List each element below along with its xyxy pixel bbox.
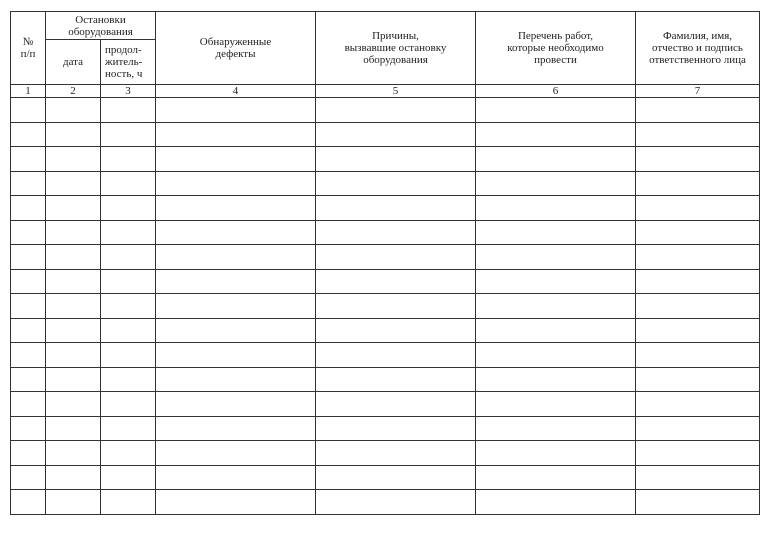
table-cell[interactable] bbox=[316, 147, 476, 172]
table-cell[interactable] bbox=[316, 343, 476, 368]
table-cell[interactable] bbox=[101, 220, 156, 245]
column-number: 3 bbox=[101, 85, 156, 98]
table-cell[interactable] bbox=[636, 269, 760, 294]
table-cell[interactable] bbox=[11, 367, 46, 392]
table-cell[interactable] bbox=[316, 441, 476, 466]
table-cell[interactable] bbox=[46, 318, 101, 343]
table-cell[interactable] bbox=[101, 318, 156, 343]
table-cell[interactable] bbox=[476, 318, 636, 343]
table-cell[interactable] bbox=[316, 196, 476, 221]
table-cell[interactable] bbox=[11, 196, 46, 221]
table-row bbox=[11, 416, 760, 441]
header-required-works: Перечень работ, которые необходимо провести bbox=[476, 12, 636, 85]
table-cell[interactable] bbox=[11, 245, 46, 270]
table-cell[interactable] bbox=[636, 416, 760, 441]
table-row bbox=[11, 220, 760, 245]
table-cell[interactable] bbox=[46, 269, 101, 294]
table-cell[interactable] bbox=[46, 490, 101, 515]
table-cell[interactable] bbox=[11, 441, 46, 466]
journal-form bbox=[10, 11, 760, 515]
table-row bbox=[11, 490, 760, 515]
header-detected-defects: Обнаруженные дефекты bbox=[156, 12, 316, 85]
table-cell[interactable] bbox=[46, 465, 101, 490]
table-cell[interactable] bbox=[46, 122, 101, 147]
table-cell[interactable] bbox=[11, 465, 46, 490]
table-cell[interactable] bbox=[101, 171, 156, 196]
table-row bbox=[11, 294, 760, 319]
table-row bbox=[11, 441, 760, 466]
table-cell[interactable] bbox=[476, 147, 636, 172]
table-cell[interactable] bbox=[476, 171, 636, 196]
table-cell[interactable] bbox=[156, 294, 316, 319]
table-cell[interactable] bbox=[476, 367, 636, 392]
table-cell[interactable] bbox=[46, 343, 101, 368]
table-cell[interactable] bbox=[316, 416, 476, 441]
table-cell[interactable] bbox=[46, 196, 101, 221]
header-duration: продол- житель- ность, ч bbox=[101, 40, 156, 85]
table-cell[interactable] bbox=[11, 490, 46, 515]
table-cell[interactable] bbox=[156, 245, 316, 270]
table-cell[interactable] bbox=[636, 441, 760, 466]
table-cell[interactable] bbox=[316, 465, 476, 490]
table-cell[interactable] bbox=[476, 441, 636, 466]
table-cell[interactable] bbox=[101, 490, 156, 515]
table-cell[interactable] bbox=[101, 196, 156, 221]
table-cell[interactable] bbox=[101, 441, 156, 466]
table-cell[interactable] bbox=[156, 171, 316, 196]
table-cell[interactable] bbox=[101, 465, 156, 490]
header-row-top bbox=[11, 12, 760, 40]
table-cell[interactable] bbox=[636, 220, 760, 245]
table-cell[interactable] bbox=[316, 245, 476, 270]
table-cell[interactable] bbox=[156, 220, 316, 245]
table-cell[interactable] bbox=[316, 490, 476, 515]
table-cell[interactable] bbox=[636, 196, 760, 221]
table-cell[interactable] bbox=[156, 318, 316, 343]
table-cell[interactable] bbox=[636, 98, 760, 123]
table-cell[interactable] bbox=[101, 416, 156, 441]
table-cell[interactable] bbox=[11, 416, 46, 441]
table-cell[interactable] bbox=[46, 416, 101, 441]
table-row bbox=[11, 245, 760, 270]
table-cell[interactable] bbox=[156, 98, 316, 123]
column-number: 5 bbox=[316, 85, 476, 98]
table-cell[interactable] bbox=[11, 318, 46, 343]
table-cell[interactable] bbox=[476, 490, 636, 515]
table-row bbox=[11, 343, 760, 368]
table-cell[interactable] bbox=[636, 171, 760, 196]
table-cell[interactable] bbox=[101, 245, 156, 270]
table-row bbox=[11, 171, 760, 196]
table-cell[interactable] bbox=[636, 147, 760, 172]
column-numbers-row bbox=[11, 85, 760, 98]
table-cell[interactable] bbox=[476, 269, 636, 294]
table-cell[interactable] bbox=[11, 343, 46, 368]
table-cell[interactable] bbox=[46, 392, 101, 417]
table-cell[interactable] bbox=[316, 269, 476, 294]
table-cell[interactable] bbox=[156, 122, 316, 147]
table-cell[interactable] bbox=[476, 196, 636, 221]
column-number: 4 bbox=[156, 85, 316, 98]
table-cell[interactable] bbox=[46, 245, 101, 270]
table-cell[interactable] bbox=[101, 269, 156, 294]
table-row bbox=[11, 465, 760, 490]
table-cell[interactable] bbox=[101, 367, 156, 392]
table-cell[interactable] bbox=[636, 343, 760, 368]
table-cell[interactable] bbox=[316, 367, 476, 392]
table-cell[interactable] bbox=[101, 294, 156, 319]
table-cell[interactable] bbox=[316, 318, 476, 343]
table-cell[interactable] bbox=[156, 441, 316, 466]
table-cell[interactable] bbox=[46, 367, 101, 392]
column-number: 7 bbox=[636, 85, 760, 98]
table-cell[interactable] bbox=[636, 392, 760, 417]
table-cell[interactable] bbox=[316, 98, 476, 123]
table-cell[interactable] bbox=[156, 147, 316, 172]
table-cell[interactable] bbox=[46, 98, 101, 123]
table-cell[interactable] bbox=[46, 294, 101, 319]
table-cell[interactable] bbox=[476, 220, 636, 245]
table-cell[interactable] bbox=[156, 465, 316, 490]
header-stoppage-causes: Причины, вызвавшие остановку оборудования bbox=[316, 12, 476, 85]
table-cell[interactable] bbox=[11, 147, 46, 172]
table-cell[interactable] bbox=[46, 441, 101, 466]
header-date: дата bbox=[46, 40, 101, 85]
table-cell[interactable] bbox=[636, 294, 760, 319]
table-cell[interactable] bbox=[476, 465, 636, 490]
table-cell[interactable] bbox=[636, 318, 760, 343]
table-cell[interactable] bbox=[156, 416, 316, 441]
table-cell[interactable] bbox=[101, 343, 156, 368]
table-cell[interactable] bbox=[11, 98, 46, 123]
table-cell[interactable] bbox=[46, 147, 101, 172]
table-cell[interactable] bbox=[636, 465, 760, 490]
column-number: 1 bbox=[11, 85, 46, 98]
column-number: 2 bbox=[46, 85, 101, 98]
table-row bbox=[11, 269, 760, 294]
table-row bbox=[11, 147, 760, 172]
table-cell[interactable] bbox=[316, 392, 476, 417]
table-row bbox=[11, 98, 760, 123]
table-cell[interactable] bbox=[156, 269, 316, 294]
table-cell[interactable] bbox=[316, 171, 476, 196]
table-row bbox=[11, 392, 760, 417]
header-equipment-stoppages: Остановки оборудования bbox=[46, 12, 156, 40]
table-cell[interactable] bbox=[476, 343, 636, 368]
table-cell[interactable] bbox=[46, 220, 101, 245]
table-cell[interactable] bbox=[156, 392, 316, 417]
table-cell[interactable] bbox=[156, 367, 316, 392]
table-cell[interactable] bbox=[156, 196, 316, 221]
table-cell[interactable] bbox=[316, 294, 476, 319]
table-cell[interactable] bbox=[156, 490, 316, 515]
table-cell[interactable] bbox=[101, 147, 156, 172]
table-cell[interactable] bbox=[11, 220, 46, 245]
table-cell[interactable] bbox=[636, 367, 760, 392]
table-cell[interactable] bbox=[11, 171, 46, 196]
table-cell[interactable] bbox=[46, 171, 101, 196]
table-row bbox=[11, 367, 760, 392]
table-cell[interactable] bbox=[101, 98, 156, 123]
table-cell[interactable] bbox=[476, 122, 636, 147]
table-cell[interactable] bbox=[11, 269, 46, 294]
column-number: 6 bbox=[476, 85, 636, 98]
table-cell[interactable] bbox=[476, 245, 636, 270]
table-cell[interactable] bbox=[316, 220, 476, 245]
equipment-stoppage-table bbox=[10, 11, 760, 515]
table-cell[interactable] bbox=[11, 294, 46, 319]
table-cell[interactable] bbox=[476, 98, 636, 123]
table-row bbox=[11, 196, 760, 221]
table-cell[interactable] bbox=[156, 343, 316, 368]
header-row-number: № п/п bbox=[11, 12, 46, 85]
table-cell[interactable] bbox=[476, 294, 636, 319]
journal-body bbox=[11, 98, 760, 515]
header-responsible-person: Фамилия, имя, отчество и подпись ответственного лица bbox=[636, 12, 760, 85]
table-cell[interactable] bbox=[636, 490, 760, 515]
table-cell[interactable] bbox=[101, 392, 156, 417]
table-cell[interactable] bbox=[316, 122, 476, 147]
table-cell[interactable] bbox=[636, 245, 760, 270]
table-cell[interactable] bbox=[476, 392, 636, 417]
table-cell[interactable] bbox=[636, 122, 760, 147]
table-row bbox=[11, 122, 760, 147]
table-cell[interactable] bbox=[476, 416, 636, 441]
table-row bbox=[11, 318, 760, 343]
table-cell[interactable] bbox=[101, 122, 156, 147]
table-cell[interactable] bbox=[11, 392, 46, 417]
table-cell[interactable] bbox=[11, 122, 46, 147]
